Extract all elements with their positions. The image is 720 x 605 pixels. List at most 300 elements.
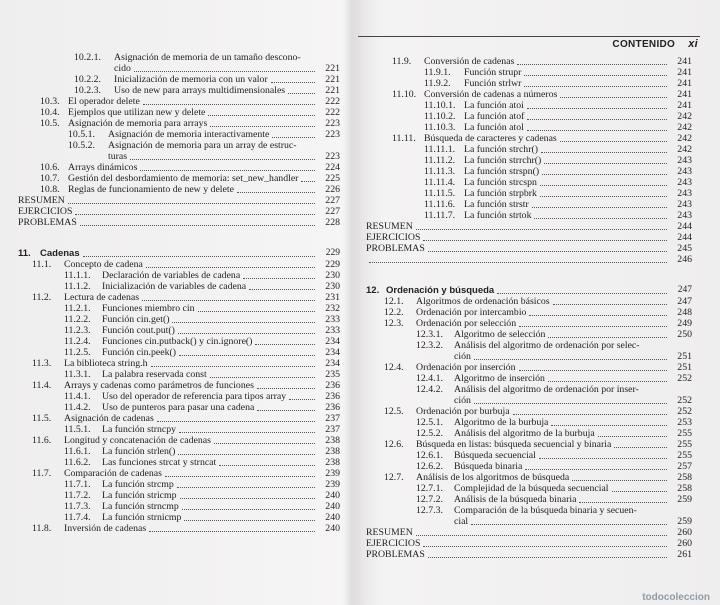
toc-entry[interactable] [18, 151, 340, 162]
toc-entry-title: Ordenación por burbuja [416, 406, 510, 417]
dot-leader [243, 278, 315, 279]
toc-entry-page: 225 [325, 173, 340, 184]
toc-entry[interactable] [18, 162, 340, 173]
toc-entry-title: Arrays dinámicos [68, 162, 138, 173]
toc-entry-title: El operador delete [68, 96, 140, 107]
toc-entry-page: 242 [677, 133, 692, 144]
toc-entry-title: Análisis del algoritmo de ordenación por inser- [454, 384, 639, 395]
dot-leader [288, 93, 315, 94]
toc-entry-page: 233 [325, 325, 340, 336]
toc-entry[interactable] [18, 369, 340, 380]
toc-entry[interactable] [366, 144, 692, 155]
toc-entry-number: 11.6.2. [64, 457, 91, 468]
toc-entry-number: 11.10. [392, 89, 417, 100]
toc-entry-title: Función cin.peek() [102, 347, 176, 358]
toc-entry[interactable] [366, 232, 692, 243]
dot-leader [513, 414, 667, 415]
toc-entry-title: Arrays y cadenas como parámetros de funciones [64, 380, 254, 391]
toc-entry[interactable] [366, 428, 692, 439]
toc-entry[interactable] [18, 63, 340, 74]
toc-entry-page: 237 [325, 424, 340, 435]
dot-leader [497, 293, 667, 294]
dot-leader [560, 141, 667, 142]
toc-entry-page: 244 [677, 221, 692, 232]
toc-entry[interactable] [366, 549, 692, 560]
toc-entry-number: 11.10.3. [424, 122, 456, 133]
toc-entry[interactable] [18, 468, 340, 479]
toc-entry-number: 11.11.5. [424, 188, 456, 199]
toc-entry[interactable] [366, 395, 692, 406]
toc-entry[interactable] [366, 67, 692, 78]
toc-entry-title: La función atol [464, 122, 524, 133]
toc-entry-page: 223 [325, 118, 340, 129]
toc-entry-title: Asignación de memoria de un tamaño descono- [114, 52, 301, 63]
dot-leader [178, 333, 315, 334]
toc-entry-number: 11.5. [32, 413, 52, 424]
toc-entry-page: 247 [677, 296, 692, 307]
dot-leader [416, 229, 667, 230]
toc-entry-title: Conversión de cadenas a números [424, 89, 558, 100]
toc-entry[interactable] [18, 217, 340, 228]
toc-entry-title: cial [454, 516, 469, 527]
watermark: todocoleccion [642, 592, 710, 603]
toc-entry-number: 11.7.3. [64, 501, 91, 512]
toc-entry[interactable] [366, 221, 692, 232]
toc-entry[interactable] [18, 140, 340, 151]
toc-entry[interactable] [366, 177, 692, 188]
toc-entry[interactable] [18, 195, 340, 206]
dot-leader [423, 546, 667, 547]
toc-entry[interactable] [18, 336, 340, 347]
dot-leader [219, 465, 315, 466]
toc-entry[interactable] [18, 303, 340, 314]
toc-entry[interactable] [366, 527, 692, 538]
toc-chapter-entry[interactable] [18, 248, 340, 259]
toc-entry-title: Inicialización de memoria con un valor [114, 74, 268, 85]
toc-entry-page: 250 [677, 329, 692, 340]
toc-entry-page: 240 [325, 501, 340, 512]
header-rule [358, 36, 700, 37]
dot-leader [184, 520, 315, 521]
dot-leader [151, 366, 315, 367]
toc-entry-number: 10.2.2. [74, 74, 101, 85]
toc-entry[interactable] [18, 173, 340, 184]
toc-entry-page: 238 [325, 457, 340, 468]
toc-entry-title: Asignación de memoria para arrays [68, 118, 208, 129]
toc-entry-title: Algoritmo de selección [454, 329, 546, 340]
toc-entry[interactable] [366, 307, 692, 318]
toc-entry-page: 247 [677, 285, 692, 295]
toc-entry-page: 261 [677, 549, 692, 560]
toc-entry[interactable] [366, 318, 692, 329]
dot-leader [428, 557, 667, 558]
dot-leader [428, 251, 667, 252]
dot-leader [210, 126, 315, 127]
toc-entry-page: 260 [677, 527, 692, 538]
toc-entry-title: turas [108, 151, 128, 162]
toc-entry-title: La función strnicmp [102, 512, 182, 523]
toc-entry-page: 239 [325, 479, 340, 490]
toc-entry-page: 243 [677, 155, 692, 166]
toc-entry-page: 243 [677, 188, 692, 199]
toc-entry-page: 242 [677, 111, 692, 122]
toc-entry-title: Función strlwr [464, 78, 522, 89]
toc-entry[interactable] [18, 270, 340, 281]
toc-right-column [366, 56, 692, 560]
toc-entry[interactable] [366, 155, 692, 166]
dot-leader [527, 130, 667, 131]
toc-entry-number: 11.7.1. [64, 479, 91, 490]
dot-leader [534, 218, 667, 219]
toc-entry-title: Función cout.put() [102, 325, 175, 336]
toc-entry-title: Lectura de cadenas [64, 292, 140, 303]
toc-entry-number: 11.4. [32, 380, 52, 391]
dot-leader [180, 498, 315, 499]
dot-leader [143, 104, 315, 105]
toc-entry-page: 234 [325, 347, 340, 358]
toc-entry[interactable] [18, 457, 340, 468]
toc-entry-title: Funciones miembro cin [102, 303, 195, 314]
toc-entry-page: 249 [677, 318, 692, 329]
toc-entry-page: 257 [677, 461, 692, 472]
toc-entry[interactable] [366, 188, 692, 199]
toc-entry-title: La función strcspn [464, 177, 537, 188]
toc-entry-number: 11.1.1. [64, 270, 91, 281]
toc-entry-number: 11.7. [32, 468, 52, 479]
toc-entry-page: 258 [677, 472, 692, 483]
toc-entry[interactable] [18, 413, 340, 424]
toc-entry-page: 241 [677, 67, 692, 78]
toc-entry[interactable] [18, 424, 340, 435]
toc-entry[interactable] [18, 129, 340, 140]
toc-entry-number: 12.7. [384, 472, 404, 483]
toc-entry-number: 12. [366, 285, 380, 296]
toc-entry-title: Búsqueda secuencial [454, 450, 536, 461]
toc-entry-page: 240 [325, 512, 340, 523]
toc-entry[interactable] [18, 523, 340, 534]
toc-entry[interactable] [366, 254, 692, 265]
toc-entry[interactable] [366, 166, 692, 177]
toc-entry-page: 221 [325, 74, 340, 85]
toc-entry[interactable] [366, 538, 692, 549]
toc-entry-title: RESUMEN [366, 221, 413, 232]
toc-entry[interactable] [18, 314, 340, 325]
dot-leader [172, 322, 315, 323]
dot-leader [527, 119, 667, 120]
toc-entry[interactable] [366, 78, 692, 89]
toc-entry[interactable] [366, 439, 692, 450]
toc-entry-title: Uso del operador de referencia para tipos array [102, 391, 287, 402]
toc-entry-page: 242 [677, 122, 692, 133]
toc-entry-title: Función strupr [464, 67, 522, 78]
toc-entry-number: 11.11.2. [424, 155, 456, 166]
toc-entry-page: 244 [677, 232, 692, 243]
toc-entry[interactable] [366, 210, 692, 221]
toc-entry-title: Ordenación por intercambio [416, 307, 527, 318]
dot-leader [572, 480, 667, 481]
toc-entry-page: 230 [325, 281, 340, 292]
toc-entry-title: Búsqueda binaria [454, 461, 523, 472]
toc-entry[interactable] [18, 391, 340, 402]
toc-entry-title: RESUMEN [18, 195, 65, 206]
toc-entry[interactable] [366, 373, 692, 384]
toc-entry-number: 11.7.4. [64, 512, 91, 523]
dot-leader [471, 524, 667, 525]
toc-entry-page: 236 [325, 391, 340, 402]
toc-entry[interactable] [366, 329, 692, 340]
toc-entry[interactable] [18, 85, 340, 96]
dot-leader [614, 447, 667, 448]
running-header [612, 38, 698, 50]
toc-entry[interactable] [366, 56, 692, 67]
dot-leader [210, 377, 315, 378]
toc-entry-title: Análisis del algoritmo de ordenación por selec- [454, 340, 640, 351]
dot-leader [524, 86, 667, 87]
toc-entry-title: Asignación de memoria para un array de estruc- [108, 140, 297, 151]
toc-entry[interactable] [366, 516, 692, 527]
toc-entry-title: Análisis de los algoritmos de búsqueda [416, 472, 570, 483]
toc-entry[interactable] [18, 206, 340, 217]
toc-entry-number: 11.3.1. [64, 369, 91, 380]
dot-leader [179, 432, 315, 433]
toc-entry[interactable] [366, 133, 692, 144]
toc-entry-number: 10.3. [40, 96, 60, 107]
dot-leader [289, 399, 315, 400]
dot-leader [140, 170, 315, 171]
toc-entry[interactable] [366, 505, 692, 516]
toc-entry-page: 229 [325, 259, 340, 270]
dot-leader [257, 410, 315, 411]
toc-entry-number: 10.5. [40, 118, 60, 129]
toc-entry-page: 248 [677, 307, 692, 318]
toc-entry-page: 259 [677, 494, 692, 505]
section-spacer [18, 228, 340, 248]
toc-entry[interactable] [18, 325, 340, 336]
toc-entry[interactable] [366, 472, 692, 483]
toc-entry-number: 11.9.2. [424, 78, 451, 89]
toc-entry-page: 260 [677, 538, 692, 549]
toc-entry[interactable] [366, 362, 692, 373]
dot-leader [271, 82, 315, 83]
toc-entry[interactable] [366, 494, 692, 505]
toc-entry-page: 235 [325, 369, 340, 380]
toc-entry-page: 228 [325, 217, 340, 228]
dot-leader [529, 315, 667, 316]
toc-entry[interactable] [366, 461, 692, 472]
toc-entry-number: 11.11.1. [424, 144, 456, 155]
dot-leader [165, 476, 315, 477]
dot-leader [579, 502, 667, 503]
toc-entry-title: Reglas de funcionamiento de new y delete [68, 184, 234, 195]
toc-entry[interactable] [366, 406, 692, 417]
toc-entry-number: 11.11.3. [424, 166, 456, 177]
toc-entry-number: 10.2.3. [74, 85, 101, 96]
toc-entry[interactable] [18, 292, 340, 303]
toc-entry[interactable] [366, 199, 692, 210]
toc-entry[interactable] [18, 347, 340, 358]
toc-entry-title: La función strcmp [102, 479, 174, 490]
toc-entry-title: Declaración de variables de cadena [102, 270, 241, 281]
toc-entry-page: 229 [325, 248, 340, 258]
toc-entry[interactable] [18, 107, 340, 118]
dot-leader [237, 192, 315, 193]
toc-entry-page: 233 [325, 314, 340, 325]
toc-entry[interactable] [366, 111, 692, 122]
toc-entry-title: Longitud y concatenación de cadenas [64, 435, 211, 446]
toc-entry[interactable] [366, 243, 692, 254]
dot-leader [182, 509, 315, 510]
toc-entry[interactable] [366, 100, 692, 111]
toc-entry[interactable] [18, 118, 340, 129]
toc-entry[interactable] [18, 281, 340, 292]
toc-entry-number: 11.2.5. [64, 347, 91, 358]
toc-entry-title: PROBLEMAS [366, 549, 425, 560]
toc-entry-number: 11.2.1. [64, 303, 91, 314]
toc-entry-title: Gestión del desbordamiento de memoria: set_new_handler [68, 173, 299, 184]
toc-entry[interactable] [366, 483, 692, 494]
toc-entry-page: 240 [325, 490, 340, 501]
toc-entry-title: La palabra reservada const [102, 369, 207, 380]
dot-leader [553, 304, 667, 305]
toc-entry-page: 241 [677, 100, 692, 111]
toc-entry-number: 10.7. [40, 173, 60, 184]
dot-leader [75, 214, 315, 215]
toc-entry-number: 11.10.1. [424, 100, 456, 111]
toc-entry[interactable] [18, 501, 340, 512]
toc-entry[interactable] [366, 450, 692, 461]
toc-entry-title: Inversión de cadenas [64, 523, 147, 534]
dot-leader [130, 159, 315, 160]
toc-entry-title: Función cin.get() [102, 314, 170, 325]
toc-entry-page: 252 [677, 373, 692, 384]
dot-leader [80, 225, 315, 226]
toc-entry-title: Ordenación por inserción [416, 362, 516, 373]
toc-entry-title: La función strlen() [102, 446, 176, 457]
toc-entry-page: 252 [677, 406, 692, 417]
toc-entry[interactable] [366, 122, 692, 133]
header-section: CONTENIDO [612, 39, 676, 50]
dot-leader [416, 535, 667, 536]
toc-entry-page: 223 [325, 129, 340, 140]
toc-chapter-entry[interactable] [366, 285, 692, 296]
toc-entry-number: 12.7.2. [416, 494, 443, 505]
toc-entry[interactable] [18, 435, 340, 446]
toc-entry-page: 222 [325, 107, 340, 118]
toc-entry[interactable] [366, 296, 692, 307]
toc-entry-title: Las funciones strcat y strncat [102, 457, 217, 468]
toc-entry-page: 258 [677, 483, 692, 494]
toc-entry-page: 255 [677, 428, 692, 439]
toc-entry-title: EJERCICIOS [366, 538, 421, 549]
toc-entry[interactable] [18, 490, 340, 501]
toc-entry-page: 221 [325, 63, 340, 74]
toc-entry-title: Análisis de la búsqueda binaria [454, 494, 577, 505]
toc-entry[interactable] [18, 259, 340, 270]
toc-entry-number: 12.4.2. [416, 384, 443, 395]
dot-leader [369, 262, 667, 263]
toc-entry-page: 246 [677, 254, 692, 265]
toc-entry-number: 11. [18, 248, 31, 259]
toc-entry-number: 10.8. [40, 184, 60, 195]
dot-leader [177, 487, 315, 488]
toc-entry-page: 232 [325, 303, 340, 314]
toc-entry-page: 241 [677, 78, 692, 89]
dot-leader [179, 355, 315, 356]
toc-entry-page: 251 [677, 351, 692, 362]
toc-entry-page: 224 [325, 162, 340, 173]
toc-entry-number: 12.3.2. [416, 340, 443, 351]
toc-entry-title: Uso de new para arrays multidimensionales [114, 85, 286, 96]
toc-entry-number: 11.1.2. [64, 281, 91, 292]
toc-entry[interactable] [366, 384, 692, 395]
toc-entry[interactable] [366, 417, 692, 428]
toc-entry[interactable] [18, 402, 340, 413]
toc-entry-title: Comparación de la búsqueda binaria y secuen- [454, 505, 637, 516]
dot-leader [474, 403, 667, 404]
toc-entry[interactable] [366, 89, 692, 100]
dot-leader [134, 71, 315, 72]
toc-entry-number: 11.3. [32, 358, 52, 369]
toc-entry[interactable] [18, 52, 340, 63]
toc-entry-title: RESUMEN [366, 527, 413, 538]
toc-entry-number: 11.2. [32, 292, 52, 303]
toc-entry-number: 12.7.3. [416, 505, 443, 516]
toc-entry-number: 12.7.1. [416, 483, 443, 494]
toc-entry-title: Funciones cin.putback() y cin.ignore() [102, 336, 253, 347]
toc-entry[interactable] [18, 184, 340, 195]
toc-entry-title: Conversión de cadenas [424, 56, 515, 67]
toc-entry[interactable] [18, 446, 340, 457]
toc-entry[interactable] [18, 479, 340, 490]
toc-entry-page: 227 [325, 195, 340, 206]
dot-leader [149, 531, 315, 532]
toc-entry-number: 10.5.1. [68, 129, 95, 140]
toc-entry[interactable] [366, 351, 692, 362]
toc-entry[interactable] [18, 380, 340, 391]
toc-entry-page: 226 [325, 184, 340, 195]
dot-leader [517, 64, 667, 65]
toc-entry-page: 236 [325, 380, 340, 391]
dot-leader [198, 311, 315, 312]
dot-leader [519, 370, 667, 371]
toc-entry-title: La función strpbrk [464, 188, 537, 199]
toc-left-column [18, 52, 340, 534]
toc-entry[interactable] [18, 96, 340, 107]
dot-leader [544, 163, 667, 164]
toc-entry-number: 11.5.1. [64, 424, 91, 435]
dot-leader [208, 115, 315, 116]
toc-entry-page: 255 [677, 450, 692, 461]
toc-entry-number: 11.11.7. [424, 210, 456, 221]
toc-entry-page: 241 [677, 89, 692, 100]
toc-entry[interactable] [18, 358, 340, 369]
toc-entry-title: ción [454, 395, 471, 406]
dot-leader [540, 196, 667, 197]
toc-entry-number: 12.3.1. [416, 329, 443, 340]
toc-entry-page: 234 [325, 336, 340, 347]
toc-entry-title: La función strchr() [464, 144, 538, 155]
toc-entry[interactable] [366, 340, 692, 351]
toc-entry[interactable] [18, 74, 340, 85]
dot-leader [548, 381, 667, 382]
header-page-number: xi [688, 38, 698, 50]
dot-leader [612, 491, 667, 492]
toc-entry-number: 11.9. [392, 56, 412, 67]
toc-entry-title: La función strrchr() [464, 155, 542, 166]
dot-leader [598, 436, 667, 437]
dot-leader [249, 289, 315, 290]
toc-entry[interactable] [18, 512, 340, 523]
